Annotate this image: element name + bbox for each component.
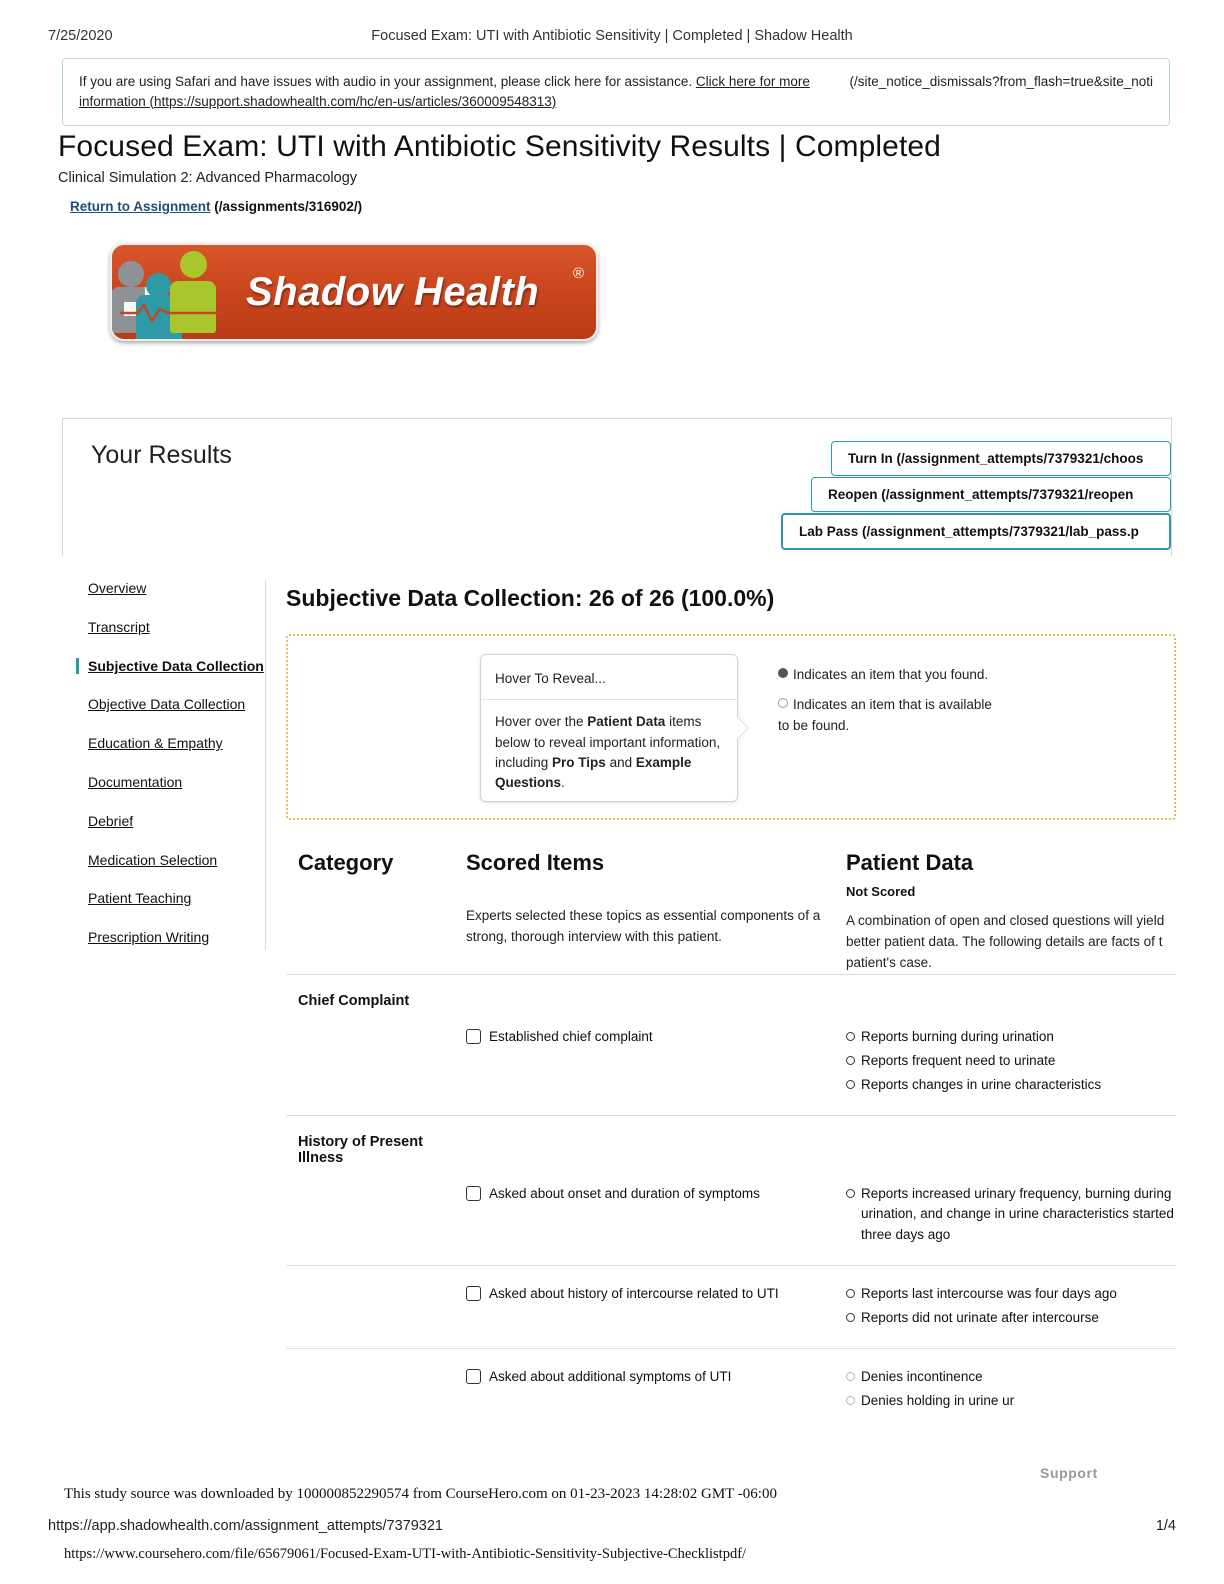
found-dot-icon [846, 1189, 855, 1198]
patient-data-not-scored-label: Not Scored [846, 884, 916, 899]
coursehero-download-note: This study source was downloaded by 100000852290574 from CourseHero.com on 01-23-2023 14:28:02 GMT -06:00 [64, 1486, 787, 1503]
table-row [286, 1166, 1176, 1266]
available-dot-icon [778, 698, 788, 708]
table-row [286, 1009, 1176, 1115]
scored-item[interactable] [466, 1284, 846, 1304]
hover-callout [480, 654, 738, 802]
callout-bold-pro-tips: Pro Tips [552, 754, 606, 770]
checkbox-icon[interactable] [466, 1029, 481, 1044]
list-item[interactable] [846, 1367, 1176, 1388]
category-label-chief-complaint: Chief Complaint [298, 992, 410, 1009]
legend-found-text: Indicates an item that you found. [793, 667, 989, 682]
section-title: Subjective Data Collection: 26 of 26 (100.0%) [286, 585, 775, 611]
sidebar-item-transcript[interactable]: Transcript [88, 618, 150, 635]
notice-dismiss-link[interactable]: (/site_notice_dismissals?from_flash=true&site_noti [849, 74, 1153, 89]
callout-text-2: items below to reveal important information, including [495, 714, 721, 770]
sidebar-item-patient-teaching[interactable]: Patient Teaching [88, 890, 192, 907]
patient-data-cell [846, 1027, 1176, 1099]
return-to-assignment-link[interactable] [70, 199, 362, 214]
found-dot-icon [846, 1080, 855, 1089]
return-link-label[interactable]: Return to Assignment [70, 199, 211, 214]
patient-data-text: Denies incontinence [861, 1369, 983, 1385]
print-date: 7/25/2020 [48, 28, 113, 44]
callout-bold-example-questions: Example Questions [495, 754, 692, 790]
page-title: Focused Exam: UTI with Antibiotic Sensitivity Results | Completed [58, 130, 941, 163]
callout-body [481, 700, 737, 805]
patient-data-header-label: Patient Data [846, 850, 974, 875]
found-dot-icon [778, 668, 788, 678]
list-item[interactable] [846, 1075, 1176, 1096]
available-dot-icon [846, 1372, 855, 1381]
callout-bold-patient-data: Patient Data [587, 714, 666, 730]
notice-text: If you are using Safari and have issues with audio in your assignment, please click here for assistance. [79, 74, 693, 89]
hover-to-reveal-box [286, 634, 1176, 820]
logo-text: Shadow Health [246, 269, 540, 314]
patient-data-text: Reports last intercourse was four days ago [861, 1286, 1117, 1302]
return-link-url: (/assignments/316902/) [214, 199, 363, 214]
results-panel-title: Your Results [91, 441, 232, 469]
list-item[interactable] [846, 1391, 1176, 1412]
page-subtitle: Clinical Simulation 2: Advanced Pharmacology [58, 170, 358, 186]
patient-data-description: A combination of open and closed questions will yield better patient data. The following details are facts of t patient's case. [846, 913, 1165, 970]
legend [778, 654, 998, 796]
logo-registered-mark: ® [572, 265, 584, 282]
sidebar-item-overview[interactable]: Overview [88, 580, 147, 596]
legend-row-available [778, 694, 998, 737]
column-header-patient-data [846, 850, 1176, 974]
patient-data-text: Reports changes in urine characteristics [861, 1076, 1102, 1092]
scored-item[interactable] [466, 1367, 846, 1387]
logo-figures-icon [112, 243, 242, 341]
legend-available-text: Indicates an item that is available to be found. [778, 696, 992, 734]
scored-items-description: Experts selected these topics as essential components of a strong, thorough interview with this patient. [466, 908, 821, 944]
site-notice [62, 58, 1170, 126]
sidebar-item-education-empathy[interactable]: Education & Empathy [88, 735, 223, 752]
patient-data-text: Reports frequent need to urinate [861, 1052, 1056, 1068]
scored-items-header-label: Scored Items [466, 850, 605, 875]
patient-data-cell [846, 1284, 1176, 1332]
list-item[interactable] [846, 1184, 1176, 1247]
scored-item[interactable] [466, 1027, 846, 1047]
support-button[interactable]: Support [1040, 1465, 1098, 1481]
callout-text-4: . [561, 775, 565, 790]
scored-items-table [286, 850, 1176, 1431]
sidebar-item-objective-data-collection[interactable]: Objective Data Collection [88, 696, 246, 713]
coursehero-source-url: https://www.coursehero.com/file/65679061/Focused-Exam-UTI-with-Antibiotic-Sensitivity-Subjective-Checklistpdf/ [64, 1546, 747, 1562]
sidebar-item-prescription-writing[interactable]: Prescription Writing [88, 929, 210, 946]
sidebar-item-subjective-data-collection[interactable]: Subjective Data Collection [76, 658, 265, 675]
patient-data-text: Reports burning during urination [861, 1028, 1054, 1044]
checkbox-icon[interactable] [466, 1286, 481, 1301]
checkbox-icon[interactable] [466, 1369, 481, 1384]
patient-data-cell [846, 1367, 1176, 1415]
found-dot-icon [846, 1289, 855, 1298]
found-dot-icon [846, 1313, 855, 1322]
ekg-line-icon [120, 301, 224, 323]
scored-item-label: Established chief complaint [489, 1028, 653, 1044]
list-item[interactable] [846, 1284, 1176, 1305]
table-row [286, 1265, 1176, 1348]
found-dot-icon [846, 1056, 855, 1065]
print-header [48, 28, 1176, 44]
sidebar-item-medication-selection[interactable]: Medication Selection [88, 851, 218, 868]
results-panel [62, 418, 1172, 556]
results-content [286, 580, 1176, 1431]
sidebar-item-documentation[interactable]: Documentation [88, 773, 183, 790]
column-header-category [286, 850, 466, 876]
available-dot-icon [846, 1396, 855, 1405]
list-item[interactable] [846, 1308, 1176, 1329]
callout-text-1: Hover over the [495, 714, 588, 730]
list-item[interactable] [846, 1027, 1176, 1048]
category-label-history-of-present-illness: History of Present Illness [298, 1133, 423, 1166]
legend-row-found [778, 664, 998, 686]
category-row [286, 974, 1176, 1009]
patient-data-cell [846, 1184, 1176, 1250]
footer-url: https://app.shadowhealth.com/assignment_attempts/7379321 [48, 1518, 443, 1534]
category-row [286, 1115, 1176, 1166]
footer-page-number: 1/4 [1155, 1518, 1176, 1534]
table-header [286, 850, 1176, 974]
scored-item-label: Asked about history of intercourse related to UTI [489, 1286, 779, 1302]
category-header-label: Category [298, 850, 394, 875]
results-sidebar [86, 580, 266, 950]
patient-data-text: Denies holding in urine ur [861, 1393, 1015, 1409]
turn-in-button[interactable]: Turn In (/assignment_attempts/7379321/choos [831, 441, 1171, 476]
lab-pass-button[interactable]: Lab Pass (/assignment_attempts/7379321/lab_pass.p [781, 513, 1171, 550]
list-item[interactable] [846, 1051, 1176, 1072]
checkbox-icon[interactable] [466, 1186, 481, 1201]
scored-item[interactable] [466, 1184, 846, 1204]
found-dot-icon [846, 1032, 855, 1041]
table-row [286, 1348, 1176, 1431]
scored-item-label: Asked about onset and duration of symptoms [489, 1185, 760, 1201]
patient-data-text: Reports did not urinate after intercourse [861, 1310, 1099, 1326]
patient-data-text: Reports increased urinary frequency, burning during urination, and change in urine characteristics started three days ago [861, 1185, 1174, 1243]
sidebar-item-debrief[interactable]: Debrief [88, 812, 134, 829]
shadow-health-logo [110, 243, 598, 341]
print-title: Focused Exam: UTI with Antibiotic Sensitivity | Completed | Shadow Health [371, 28, 853, 44]
notice-help-link[interactable]: Click here for more information (https://support.shadowhealth.com/hc/en-us/articles/360009548313) [79, 74, 810, 109]
reopen-button[interactable]: Reopen (/assignment_attempts/7379321/reopen [811, 477, 1171, 512]
column-header-scored-items [466, 850, 846, 948]
scored-item-label: Asked about additional symptoms of UTI [489, 1369, 732, 1385]
callout-heading: Hover To Reveal... [481, 655, 737, 700]
callout-text-3: and [605, 754, 636, 770]
